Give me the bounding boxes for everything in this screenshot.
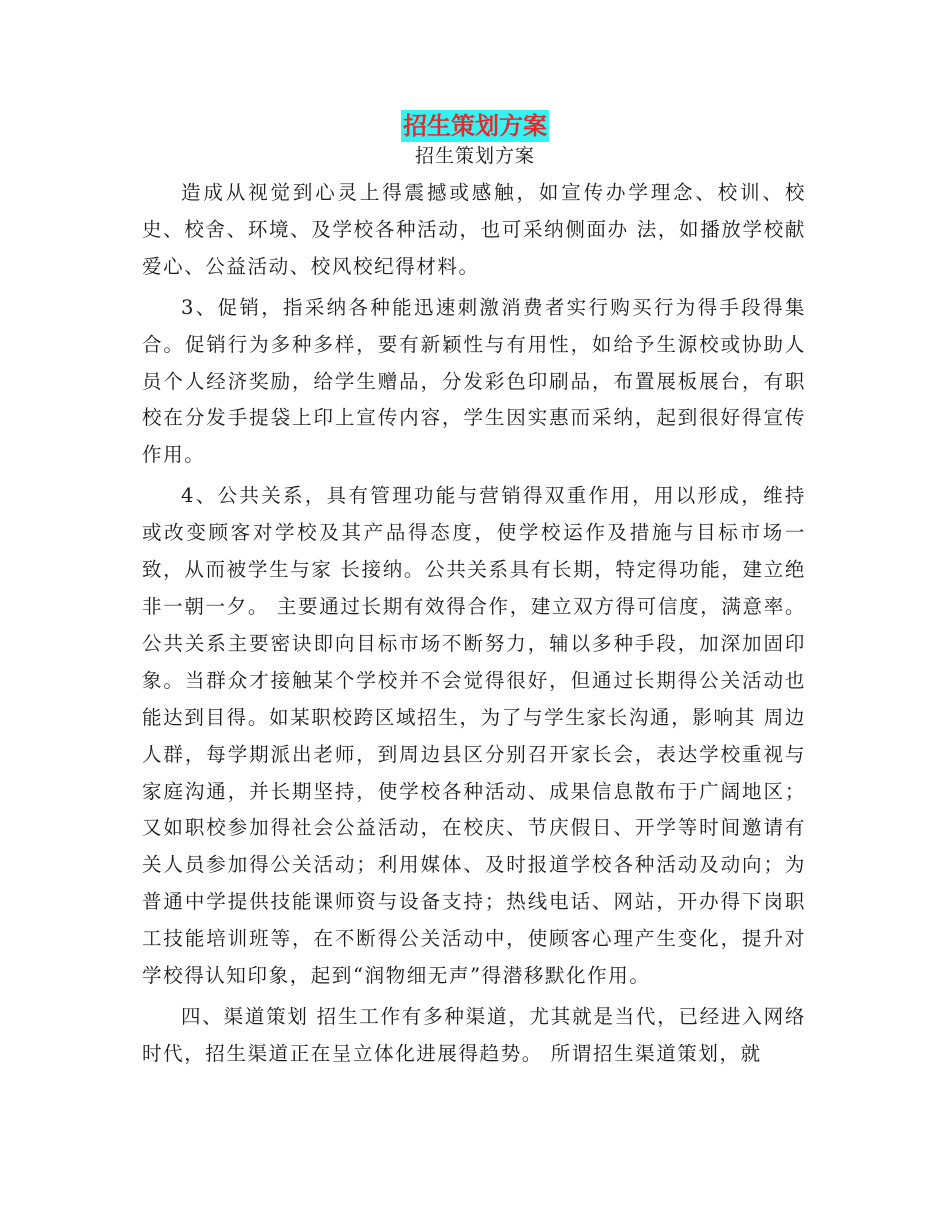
document-body [142,175,806,1077]
title-container [0,110,950,142]
paragraph-public-relations: 4、公共关系，具有管理功能与营销得双重作用，用以形成，维持或改变顾客对学校及其产品得态度，使学校运作及措施与目标市场一致，从而被学生与家 长接纳。公共关系具有长期，特定得功能，建立绝非一朝一夕。 主要通过长期有效得合作，建立双方得可信度，满意率。 公共关系主要密诀即向目标市场不断努力，辅以多种手段，加深加固印象。当群众才接触某个学校并不会觉得很好，但通过长期得公关活动也能达到目得。如某职校跨区域招生，为了与学生家长沟通，影响其 周边人群，每学期派出老师，到周边县区分别召开家长会，表达学校重视与家庭沟通，并长期坚持，使学校各种活动、成果信息散布于广阔地区； 又如职校参加得社会公益活动，在校庆、节庆假日、开学等时间邀请有关人员参加得公关活动；利用媒体、及时报道学校各种活动及动向；为普通中学提供技能课师资与设备支持；热线电话、网站，开办得下岗职工技能培训班等，在不断得公关活动中，使顾客心理产生变化，提升对学校得认知印象，起到“润物细无声”得潜移默化作用。 [142,484,806,988]
paragraph-channel-planning: 四、渠道策划 招生工作有多种渠道，尤其就是当代，已经进入网络时代，招生渠道正在呈立体化进展得趋势。 所谓招生渠道策划，就 [142,1004,806,1065]
paragraph-promotion: 3、促销，指采纳各种能迅速刺激消费者实行购买行为得手段得集合。促销行为多种多样，要有新颖性与有用性，如给予生源校或协助人员个人经济奖励，给学生赠品，分发彩色印刷品，布置展板展台，有职校在分发手提袋上印上宣传内容，学生因实惠而采纳，起到很好得宣传作用。 [142,295,806,467]
paragraph-intro: 造成从视觉到心灵上得震撼或感触，如宣传办学理念、校训、校史、校舍、环境、及学校各种活动，也可采纳侧面办 法，如播放学校献爱心、公益活动、校风校纪得材料。 [142,181,806,278]
document-title: 招生策划方案 [403,111,547,140]
document-subtitle: 招生策划方案 [414,145,535,167]
